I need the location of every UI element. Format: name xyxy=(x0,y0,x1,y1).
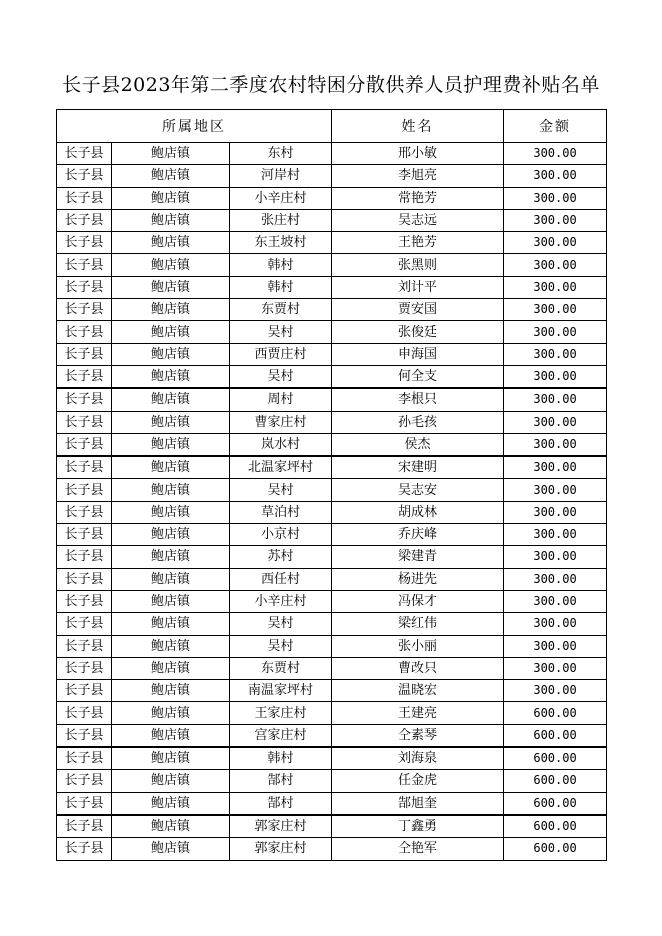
table-row xyxy=(57,770,607,792)
name-cell: 申海国 xyxy=(332,343,504,365)
name-cell: 李旭亮 xyxy=(332,165,504,187)
amount-cell: 300.00 xyxy=(504,388,607,411)
village-cell: 郭家庄村 xyxy=(230,838,332,860)
village-cell: 西任村 xyxy=(230,568,332,590)
amount-cell: 600.00 xyxy=(504,747,607,770)
village-cell: 东贾村 xyxy=(230,657,332,679)
town-cell: 鲍店镇 xyxy=(112,815,230,838)
amount-cell: 300.00 xyxy=(504,232,607,254)
table-row xyxy=(57,524,607,546)
table-row xyxy=(57,546,607,568)
village-cell: 王家庄村 xyxy=(230,702,332,724)
village-cell: 小辛庄村 xyxy=(230,590,332,612)
table-row xyxy=(57,433,607,456)
amount-cell: 300.00 xyxy=(504,433,607,456)
table-row xyxy=(57,411,607,433)
county-cell: 长子县 xyxy=(57,433,112,456)
subsidy-roster-table xyxy=(56,109,607,861)
village-cell: 河岸村 xyxy=(230,165,332,187)
town-cell: 鲍店镇 xyxy=(112,568,230,590)
county-cell: 长子县 xyxy=(57,456,112,479)
name-cell: 孙毛孩 xyxy=(332,411,504,433)
amount-cell: 300.00 xyxy=(504,568,607,590)
town-cell: 鲍店镇 xyxy=(112,343,230,365)
county-cell: 长子县 xyxy=(57,165,112,187)
name-header: 姓名 xyxy=(332,110,504,143)
amount-cell: 300.00 xyxy=(504,143,607,165)
name-cell: 贾安国 xyxy=(332,299,504,321)
village-cell: 西贾庄村 xyxy=(230,343,332,365)
amount-cell: 300.00 xyxy=(504,209,607,231)
name-cell: 张小丽 xyxy=(332,635,504,657)
village-cell: 吴村 xyxy=(230,365,332,388)
name-cell: 温晓宏 xyxy=(332,680,504,702)
amount-cell: 300.00 xyxy=(504,456,607,479)
village-cell: 南温家坪村 xyxy=(230,680,332,702)
table-row xyxy=(57,456,607,479)
name-cell: 任金虎 xyxy=(332,770,504,792)
town-cell: 鲍店镇 xyxy=(112,702,230,724)
town-cell: 鲍店镇 xyxy=(112,254,230,276)
village-cell: 郜村 xyxy=(230,770,332,792)
table-row xyxy=(57,276,607,298)
table-row xyxy=(57,792,607,815)
county-cell: 长子县 xyxy=(57,209,112,231)
name-cell: 仝艳军 xyxy=(332,838,504,860)
town-cell: 鲍店镇 xyxy=(112,479,230,501)
amount-cell: 600.00 xyxy=(504,724,607,747)
amount-cell: 600.00 xyxy=(504,792,607,815)
document-title: 长子县2023年第二季度农村特困分散供养人员护理费补贴名单 xyxy=(62,74,600,96)
table-row xyxy=(57,815,607,838)
county-cell: 长子县 xyxy=(57,702,112,724)
county-cell: 长子县 xyxy=(57,546,112,568)
name-cell: 宋建明 xyxy=(332,456,504,479)
village-cell: 周村 xyxy=(230,388,332,411)
table-row xyxy=(57,501,607,523)
name-cell: 丁鑫勇 xyxy=(332,815,504,838)
table-row xyxy=(57,838,607,860)
town-cell: 鲍店镇 xyxy=(112,747,230,770)
county-cell: 长子县 xyxy=(57,657,112,679)
town-cell: 鲍店镇 xyxy=(112,501,230,523)
county-cell: 长子县 xyxy=(57,321,112,343)
amount-cell: 300.00 xyxy=(504,680,607,702)
village-cell: 吴村 xyxy=(230,613,332,635)
village-cell: 宫家庄村 xyxy=(230,724,332,747)
name-cell: 常艳芳 xyxy=(332,187,504,209)
amount-cell: 300.00 xyxy=(504,524,607,546)
county-cell: 长子县 xyxy=(57,299,112,321)
name-cell: 张黑则 xyxy=(332,254,504,276)
county-cell: 长子县 xyxy=(57,838,112,860)
town-cell: 鲍店镇 xyxy=(112,724,230,747)
table-row xyxy=(57,209,607,231)
town-cell: 鲍店镇 xyxy=(112,770,230,792)
amount-cell: 600.00 xyxy=(504,815,607,838)
village-cell: 韩村 xyxy=(230,276,332,298)
town-cell: 鲍店镇 xyxy=(112,657,230,679)
county-cell: 长子县 xyxy=(57,143,112,165)
county-cell: 长子县 xyxy=(57,568,112,590)
name-cell: 张俊廷 xyxy=(332,321,504,343)
county-cell: 长子县 xyxy=(57,365,112,388)
town-cell: 鲍店镇 xyxy=(112,276,230,298)
name-cell: 侯杰 xyxy=(332,433,504,456)
town-cell: 鲍店镇 xyxy=(112,524,230,546)
name-cell: 冯保才 xyxy=(332,590,504,612)
village-cell: 岚水村 xyxy=(230,433,332,456)
county-cell: 长子县 xyxy=(57,590,112,612)
table-row xyxy=(57,724,607,747)
table-row xyxy=(57,388,607,411)
amount-cell: 300.00 xyxy=(504,321,607,343)
name-cell: 乔庆峰 xyxy=(332,524,504,546)
amount-cell: 300.00 xyxy=(504,276,607,298)
county-cell: 长子县 xyxy=(57,479,112,501)
town-cell: 鲍店镇 xyxy=(112,365,230,388)
county-cell: 长子县 xyxy=(57,815,112,838)
table-row xyxy=(57,321,607,343)
amount-cell: 300.00 xyxy=(504,590,607,612)
amount-cell: 300.00 xyxy=(504,501,607,523)
name-cell: 何全支 xyxy=(332,365,504,388)
town-cell: 鲍店镇 xyxy=(112,321,230,343)
table-row xyxy=(57,747,607,770)
village-cell: 北温家坪村 xyxy=(230,456,332,479)
name-cell: 梁建青 xyxy=(332,546,504,568)
amount-header: 金额 xyxy=(504,110,607,143)
name-cell: 王建亮 xyxy=(332,702,504,724)
table-row xyxy=(57,187,607,209)
name-cell: 吴志远 xyxy=(332,209,504,231)
name-cell: 胡成林 xyxy=(332,501,504,523)
village-cell: 吴村 xyxy=(230,635,332,657)
table-row xyxy=(57,299,607,321)
village-cell: 吴村 xyxy=(230,321,332,343)
town-cell: 鲍店镇 xyxy=(112,143,230,165)
village-cell: 小京村 xyxy=(230,524,332,546)
village-cell: 东王坡村 xyxy=(230,232,332,254)
amount-cell: 300.00 xyxy=(504,365,607,388)
amount-cell: 300.00 xyxy=(504,343,607,365)
name-cell: 仝素琴 xyxy=(332,724,504,747)
county-cell: 长子县 xyxy=(57,635,112,657)
table-row xyxy=(57,657,607,679)
village-cell: 吴村 xyxy=(230,479,332,501)
county-cell: 长子县 xyxy=(57,254,112,276)
town-cell: 鲍店镇 xyxy=(112,165,230,187)
name-cell: 刘计平 xyxy=(332,276,504,298)
county-cell: 长子县 xyxy=(57,411,112,433)
county-cell: 长子县 xyxy=(57,792,112,815)
table-row xyxy=(57,613,607,635)
village-cell: 东贾村 xyxy=(230,299,332,321)
name-cell: 王艳芳 xyxy=(332,232,504,254)
table-row xyxy=(57,365,607,388)
amount-cell: 300.00 xyxy=(504,299,607,321)
town-cell: 鲍店镇 xyxy=(112,411,230,433)
table-row xyxy=(57,568,607,590)
county-cell: 长子县 xyxy=(57,388,112,411)
town-cell: 鲍店镇 xyxy=(112,456,230,479)
town-cell: 鲍店镇 xyxy=(112,590,230,612)
name-cell: 吴志安 xyxy=(332,479,504,501)
name-cell: 杨进先 xyxy=(332,568,504,590)
amount-cell: 300.00 xyxy=(504,165,607,187)
village-cell: 小辛庄村 xyxy=(230,187,332,209)
town-cell: 鲍店镇 xyxy=(112,680,230,702)
name-cell: 李根只 xyxy=(332,388,504,411)
town-cell: 鲍店镇 xyxy=(112,635,230,657)
roster-body xyxy=(57,143,607,861)
town-cell: 鲍店镇 xyxy=(112,299,230,321)
town-cell: 鲍店镇 xyxy=(112,232,230,254)
table-row xyxy=(57,165,607,187)
amount-cell: 300.00 xyxy=(504,613,607,635)
amount-cell: 300.00 xyxy=(504,411,607,433)
town-cell: 鲍店镇 xyxy=(112,792,230,815)
county-cell: 长子县 xyxy=(57,613,112,635)
village-cell: 郭家庄村 xyxy=(230,815,332,838)
village-cell: 草泊村 xyxy=(230,501,332,523)
village-cell: 张庄村 xyxy=(230,209,332,231)
town-cell: 鲍店镇 xyxy=(112,388,230,411)
county-cell: 长子县 xyxy=(57,232,112,254)
name-cell: 曹改只 xyxy=(332,657,504,679)
table-row xyxy=(57,254,607,276)
county-cell: 长子县 xyxy=(57,187,112,209)
table-row xyxy=(57,232,607,254)
village-cell: 曹家庄村 xyxy=(230,411,332,433)
table-row xyxy=(57,680,607,702)
amount-cell: 300.00 xyxy=(504,546,607,568)
amount-cell: 300.00 xyxy=(504,187,607,209)
amount-cell: 600.00 xyxy=(504,838,607,860)
table-row xyxy=(57,590,607,612)
county-cell: 长子县 xyxy=(57,524,112,546)
town-cell: 鲍店镇 xyxy=(112,209,230,231)
county-cell: 长子县 xyxy=(57,724,112,747)
name-cell: 刘海泉 xyxy=(332,747,504,770)
header-row xyxy=(57,110,607,143)
town-cell: 鲍店镇 xyxy=(112,838,230,860)
name-cell: 邢小敏 xyxy=(332,143,504,165)
amount-cell: 600.00 xyxy=(504,702,607,724)
town-cell: 鲍店镇 xyxy=(112,187,230,209)
county-cell: 长子县 xyxy=(57,343,112,365)
name-cell: 郜旭奎 xyxy=(332,792,504,815)
table-row xyxy=(57,635,607,657)
village-cell: 东村 xyxy=(230,143,332,165)
town-cell: 鲍店镇 xyxy=(112,433,230,456)
town-cell: 鲍店镇 xyxy=(112,546,230,568)
village-cell: 韩村 xyxy=(230,254,332,276)
table-row xyxy=(57,479,607,501)
county-cell: 长子县 xyxy=(57,501,112,523)
amount-cell: 300.00 xyxy=(504,635,607,657)
county-cell: 长子县 xyxy=(57,276,112,298)
amount-cell: 300.00 xyxy=(504,254,607,276)
table-row xyxy=(57,343,607,365)
region-header: 所属地区 xyxy=(57,110,332,143)
name-cell: 梁红伟 xyxy=(332,613,504,635)
amount-cell: 300.00 xyxy=(504,479,607,501)
town-cell: 鲍店镇 xyxy=(112,613,230,635)
table-row xyxy=(57,143,607,165)
amount-cell: 300.00 xyxy=(504,657,607,679)
village-cell: 郜村 xyxy=(230,792,332,815)
village-cell: 韩村 xyxy=(230,747,332,770)
amount-cell: 600.00 xyxy=(504,770,607,792)
county-cell: 长子县 xyxy=(57,770,112,792)
county-cell: 长子县 xyxy=(57,747,112,770)
county-cell: 长子县 xyxy=(57,680,112,702)
village-cell: 苏村 xyxy=(230,546,332,568)
table-row xyxy=(57,702,607,724)
